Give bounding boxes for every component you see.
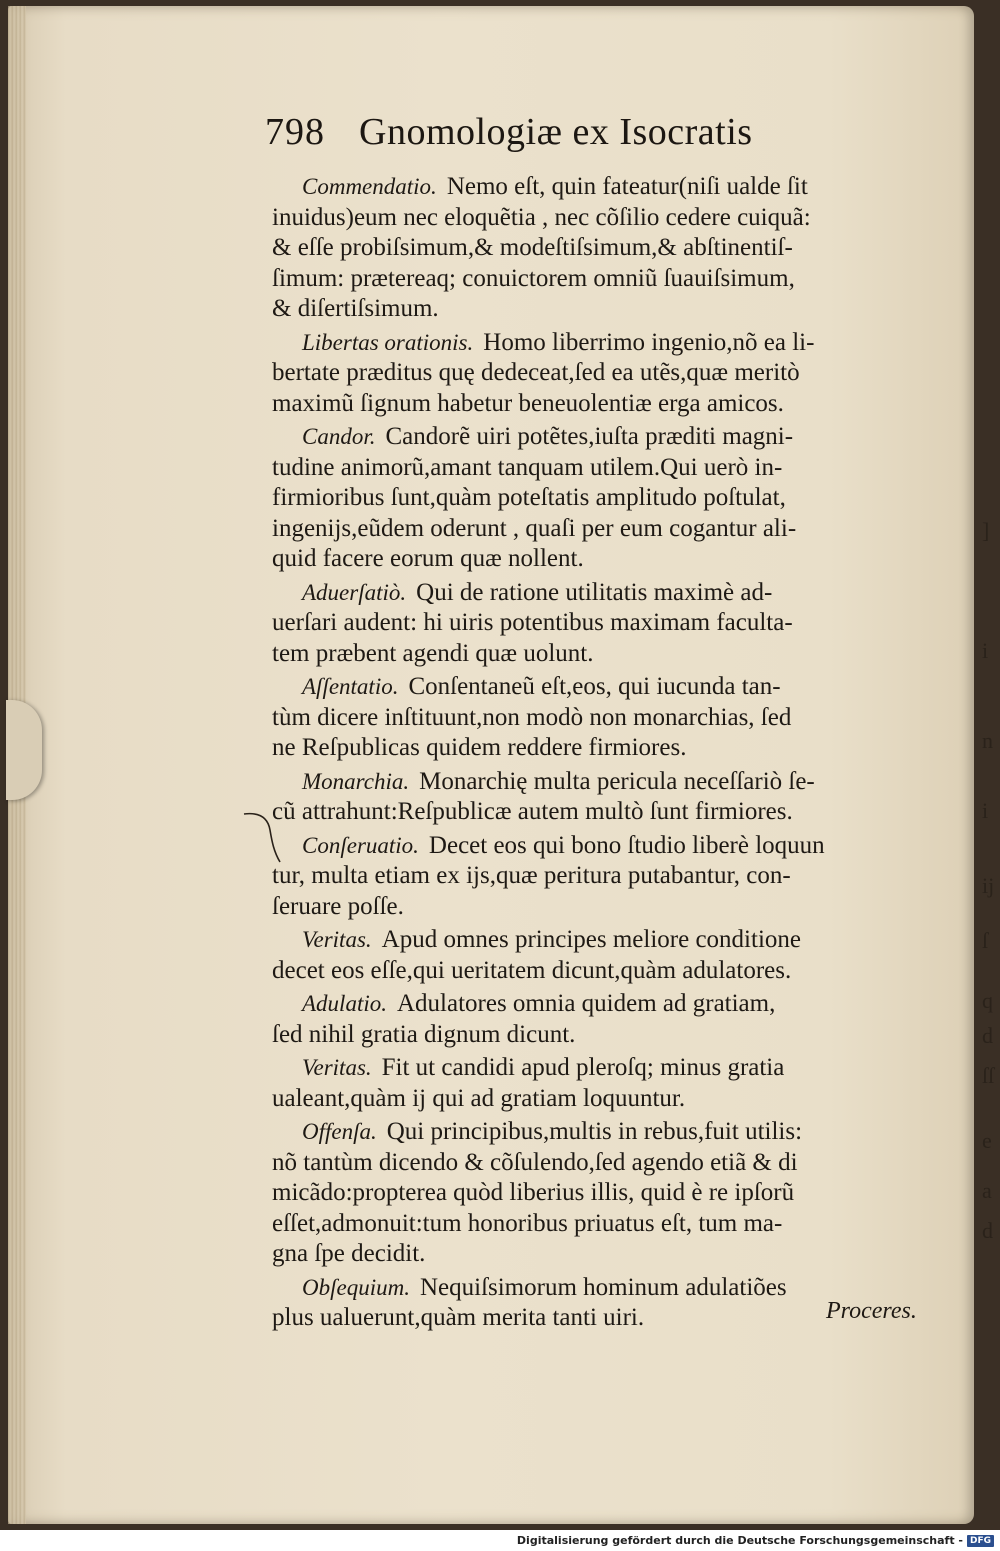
margin-label: Candor. [302,424,376,449]
text-line [272,1053,922,1084]
margin-label: Adulatio. [302,991,387,1016]
text-line [272,639,922,670]
text-line [272,831,922,862]
entry-paragraph [272,672,922,764]
text-line [272,389,922,420]
text-line [272,358,922,389]
line-text: Decet eos qui bono ſtudio liberè loquun [428,831,825,859]
text-line [272,1273,922,1304]
facing-page-fragment: ij [982,873,995,898]
entry-paragraph [272,172,922,325]
line-text: cũ attrahunt:Reſpublicæ autem multò ſunt firmiores. [272,798,793,825]
text-line [272,453,922,484]
line-text: uerſari audent: hi uiris potentibus maximam faculta- [272,609,793,636]
line-text: tudine animorũ,amant tanquam utilem.Qui uerò in- [272,453,783,481]
text-line [272,892,922,923]
line-text: ſed nihil gratia dignum dicunt. [272,1020,576,1048]
catchword: Proceres. [826,1298,917,1324]
text-line [272,608,922,639]
margin-label: Libertas orationis. [302,329,474,355]
line-text: & diſertiſsimum. [272,295,439,322]
line-text: ſeruare poſſe. [272,892,404,920]
line-text: bertate præditus quę dedeceat,ſed ea utẽs,quæ meritò [272,359,800,386]
footer-bar [0,1530,1000,1551]
margin-label: Monarchia. [302,768,410,794]
text-line [272,1209,922,1240]
line-text: ingenijs,eũdem oderunt , quaſi per eum cogantur ali- [272,514,797,542]
line-text: firmioribus ſunt,quàm poteſtatis amplitudo poſtulat, [272,484,786,511]
text-body [272,172,922,1337]
text-line [272,422,922,453]
facing-page-fragment: i [982,798,989,823]
line-text: Qui principibus,multis in rebus,fuit utilis: [386,1118,803,1145]
text-line [272,925,922,956]
entry-paragraph [272,989,922,1050]
facing-page-fragment: q [982,988,993,1013]
text-line [272,1239,922,1270]
dfg-logo: DFG [967,1535,994,1547]
entry-paragraph [272,831,922,923]
text-line [272,172,922,203]
line-text: decet eos eſſe,qui ueritatem dicunt,quàm adulatores. [272,956,792,984]
text-line [272,767,922,798]
facing-page-fragment: n [982,728,993,753]
margin-label: Obſequium. [302,1274,410,1300]
text-line [272,328,922,359]
line-text: & eſſe probiſsimum,& modeſtiſsimum,& abſtinentiſ- [272,234,793,261]
facing-page-fragment: a [982,1178,992,1203]
line-text: tem præbent agendi quæ uolunt. [272,639,594,667]
line-text: Adulatores omnia quidem ad gratiam, [396,990,776,1017]
text-line [272,233,922,264]
text-line [272,733,922,764]
line-text: Monarchię multa pericula neceſſariò ſe- [419,767,815,795]
margin-label: Aduerſatiò. [302,579,407,605]
line-text: Candorẽ uiri potẽtes,iuſta præditi magni- [385,423,794,450]
line-text: tur, multa etiam ex ijs,quæ peritura putabantur, con- [272,862,791,889]
entry-paragraph [272,1273,922,1334]
line-text: Conſentaneũ eſt,eos, qui iucunda tan- [408,673,781,700]
line-text: ne Reſpublicas quidem reddere firmiores. [272,734,687,761]
entry-paragraph [272,767,922,828]
line-text: Qui de ratione utilitatis maximè ad- [416,578,773,606]
entry-paragraph [272,578,922,670]
entry-paragraph [272,328,922,420]
line-text: Homo liberrimo ingenio,nõ ea li- [483,328,815,356]
text-line [272,544,922,575]
text-line [272,1303,922,1334]
text-line [272,797,922,828]
line-text: ſimum: prætereaq; conuictorem omniũ ſuauiſsimum, [272,264,795,292]
text-line [272,1084,922,1115]
margin-label: Commendatio. [302,174,437,199]
entry-paragraph [272,1117,922,1270]
text-line [272,1178,922,1209]
running-title: Gnomologiæ ex Isocratis [359,111,753,153]
entry-paragraph [272,925,922,986]
margin-label: Offenſa. [302,1119,377,1144]
line-text: Fit ut candidi apud pleroſq; minus gratia [381,1054,785,1081]
line-text: tùm dicere inſtituunt,non modò non monarchias, ſed [272,703,792,731]
line-text: Nequiſsimorum hominum adulatiões [419,1273,787,1301]
facing-page-fragment: e [982,1128,992,1153]
funding-notice: Digitalisierung gefördert durch die Deutsche Forschungsgemeinschaft - [516,1534,963,1547]
margin-label: Aſſentatio. [302,674,399,699]
page-number: 798 [265,111,325,153]
facing-page-fragment: d [982,1218,993,1243]
text-line [272,1117,922,1148]
line-text: nõ tantùm dicendo & cõſulendo,ſed agendo etiã & di [272,1148,798,1176]
line-text: eſſet,admonuit:tum honoribus priuatus eſt, tum ma- [272,1209,783,1237]
page-header [265,110,855,170]
text-line [272,294,922,325]
margin-label: Conſeruatio. [302,832,419,858]
margin-label: Veritas. [302,927,372,952]
text-line [272,703,922,734]
line-text: ualeant,quàm ij qui ad gratiam loquuntur. [272,1084,686,1112]
text-line [272,956,922,987]
text-line [272,672,922,703]
entry-paragraph [272,1053,922,1114]
text-line [272,861,922,892]
text-line [272,264,922,295]
text-line [272,1020,922,1051]
line-text: inuidus)eum nec eloquẽtia , nec cõſilio cedere cuiquã: [272,203,811,231]
page-tab-marker [6,700,42,800]
text-line [272,483,922,514]
facing-page-fragment: d [982,1023,993,1048]
line-text: quid facere eorum quæ nollent. [272,545,584,572]
entry-paragraph [272,422,922,575]
facing-page-fragment: ] [982,518,990,543]
facing-page-fragment: i [982,638,989,663]
facing-page-fragment: ſ [982,928,989,953]
line-text: Apud omnes principes meliore conditione [381,926,801,953]
text-line [272,989,922,1020]
line-text: plus ualuerunt,quàm merita tanti uiri. [272,1304,645,1331]
facing-page-fragments [978,520,1000,1280]
margin-label: Veritas. [302,1055,372,1080]
line-text: gna ſpe decidit. [272,1240,426,1267]
text-line [272,514,922,545]
text-line [272,1148,922,1179]
text-line [272,203,922,234]
line-text: Nemo eſt, quin fateatur(niſi ualde ſit [446,173,808,200]
line-text: micãdo:propterea quòd liberius illis, quid è re ipſorũ [272,1179,795,1206]
line-text: maximũ ſignum habetur beneuolentiæ erga amicos. [272,389,784,417]
text-line [272,578,922,609]
facing-page-fragment: ſſ [982,1063,995,1088]
